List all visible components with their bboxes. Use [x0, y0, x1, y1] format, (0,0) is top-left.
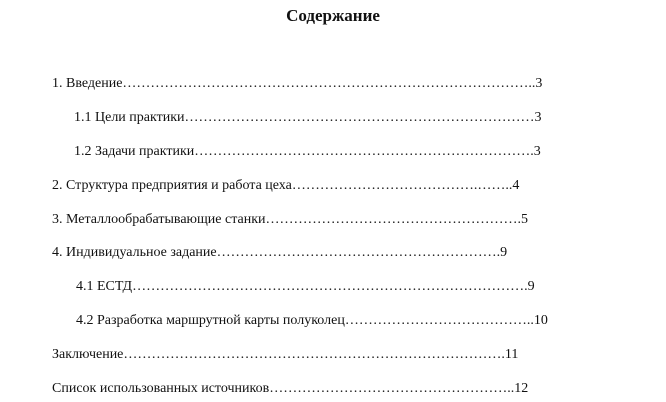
toc-entry-individual-task — [52, 244, 640, 262]
toc-entry-estd — [76, 278, 656, 296]
toc-entry-practice-goals — [74, 109, 656, 127]
toc-entry-text: 2. Структура предприятия и работа цеха………………………………….……..4 — [52, 178, 520, 193]
toc-entry-route-card — [76, 312, 656, 330]
toc-entry-text: 1.1 Цели практики…………………………………………………………………3 — [74, 110, 542, 125]
page-title: Содержание — [286, 6, 380, 25]
toc-entry-text: 3. Металлообрабатывающие станки……………………………………………….5 — [52, 212, 528, 227]
toc-entry-text: 1.2 Задачи практики……………………………………………………………….3 — [74, 144, 541, 159]
toc-entry-text: 4.2 Разработка маршрутной карты полуколец…………………………………..10 — [76, 313, 548, 328]
toc-entry-introduction — [52, 75, 656, 93]
toc-entry-conclusion — [52, 346, 656, 364]
toc-entry-text: Заключение……………………………………………………………………….11 — [52, 347, 519, 362]
toc-entry-references — [52, 380, 656, 398]
toc-entry-enterprise-structure — [52, 177, 650, 195]
toc-entry-text: 4.1 ЕСТД………………………………………………………………………….9 — [76, 279, 535, 294]
toc-entry-metalworking-machines — [52, 211, 656, 229]
toc-entry-text: 4. Индивидуальное задание…………………………………………………….9 — [52, 245, 508, 260]
toc-entry-practice-tasks — [74, 143, 656, 161]
toc-entry-text: Список использованных источников……………………………………………..12 — [52, 381, 529, 396]
toc-entry-text: 1. Введение……………………………………………………………………………..3 — [52, 76, 543, 91]
